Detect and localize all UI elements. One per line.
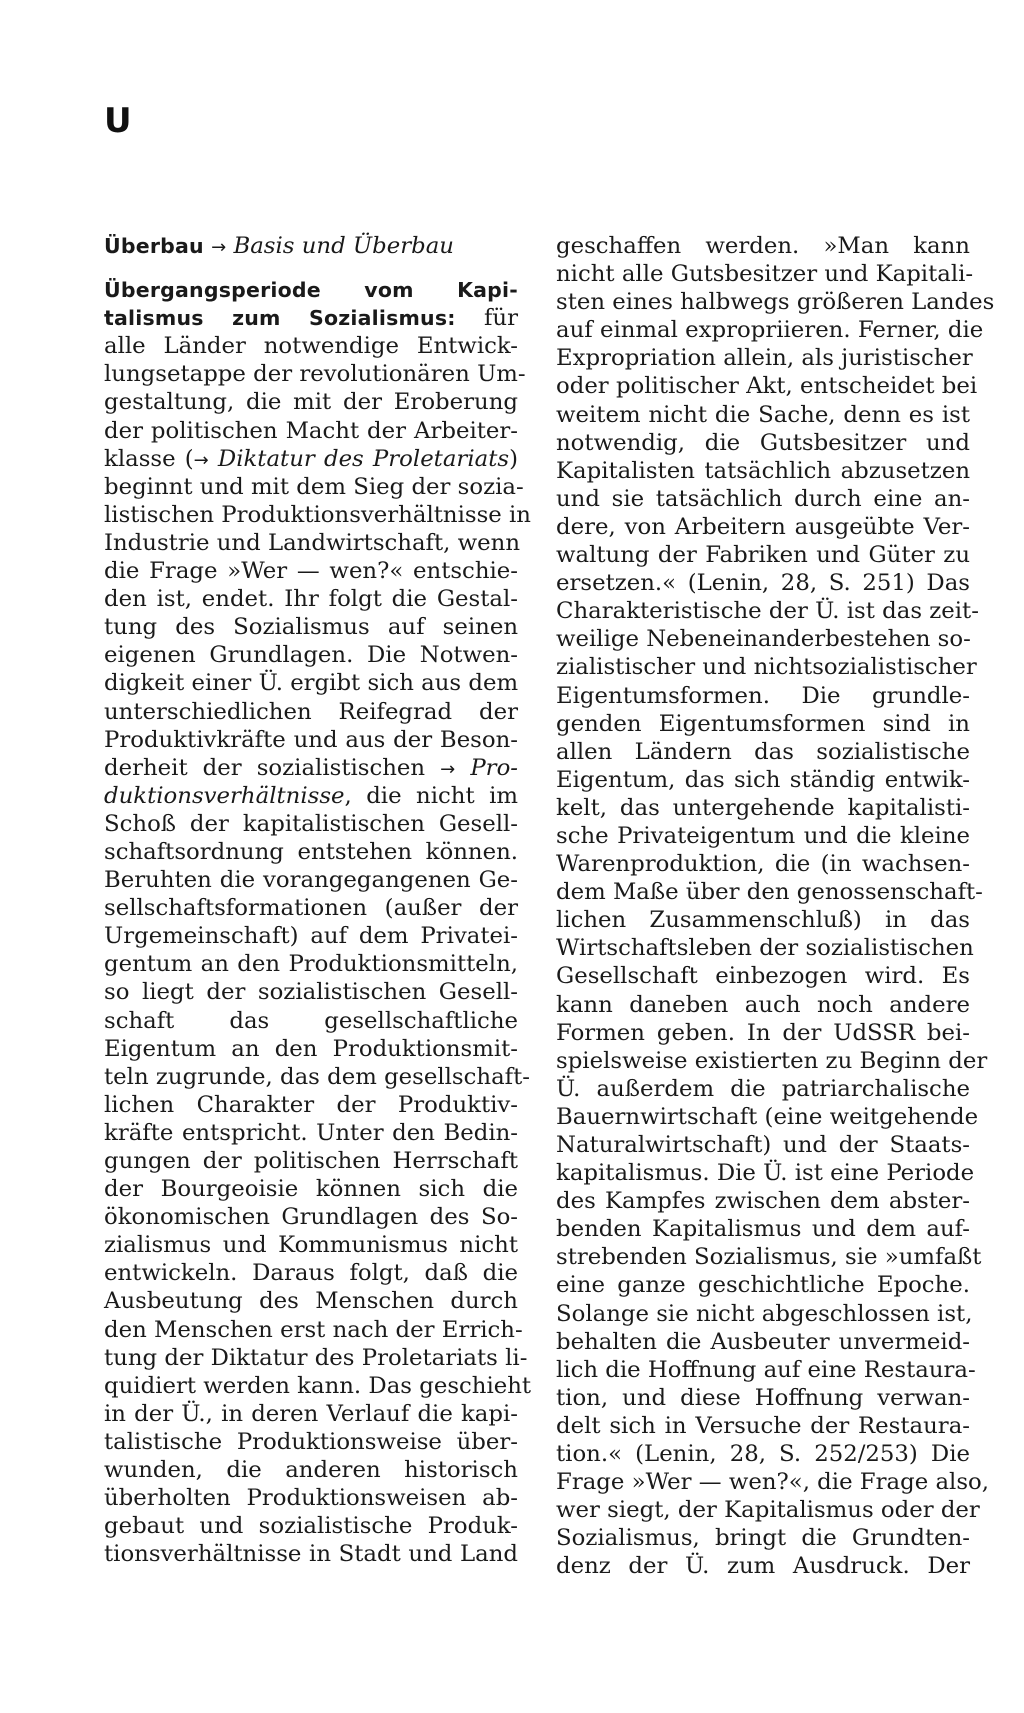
text-line: sten eines halbwegs größeren Landes (556, 289, 995, 316)
headword-ueberbau: Überbau (104, 234, 204, 258)
text-line: zialismus und Kommunismus nicht (104, 1232, 518, 1259)
text-line: auf einmal expropriieren. Ferner, die (556, 317, 984, 344)
cross-reference-arrow-icon: → (440, 758, 456, 780)
text-line: wer siegt, der Kapitalismus oder der (556, 1497, 980, 1524)
text-line: schaftsordnung entstehen können. (104, 838, 518, 865)
text-line: beginnt und mit dem Sieg der sozia- (104, 473, 524, 500)
headword-uebergangsperiode-cont: talismus zum Sozialismus: (104, 306, 456, 331)
text-line: den Menschen erst nach der Errich- (104, 1316, 523, 1343)
text-line: ersetzen.« (Lenin, 28, S. 251) Das (556, 570, 970, 597)
text-line: lichen Zusammenschluß) in das (556, 907, 970, 934)
text-line (104, 276, 518, 304)
text-line: unterschiedlichen Reifegrad der (104, 698, 518, 725)
text-line: gestaltung, die mit der Eroberung (104, 389, 518, 416)
text-line: Industrie und Landwirtschaft, wenn (104, 529, 521, 556)
text-line: delt sich in Versuche der Restaura- (556, 1412, 970, 1439)
text-line: Charakteristische der Ü. ist das zeit- (556, 598, 979, 625)
left-column (104, 232, 532, 1568)
body-text: für (455, 305, 518, 332)
text-line: Urgemeinschaft) auf dem Privatei- (104, 923, 518, 950)
text-line: Frage »Wer — wen?«, die Frage also, (556, 1469, 989, 1496)
text-line: listischen Produktionsverhältnisse in (104, 501, 531, 528)
text-line: Eigentumsformen. Die grundle- (556, 682, 970, 709)
section-letter: U (104, 101, 132, 141)
text-line: tion, und diese Hoffnung verwan- (556, 1384, 970, 1411)
text-line: tion.« (Lenin, 28, S. 252/253) Die (556, 1441, 970, 1468)
text-line: Wirtschaftsleben der sozialistischen (556, 935, 974, 962)
text-line: Gesellschaft einbezogen wird. Es (556, 963, 970, 990)
text-line: waltung der Fabriken und Güter zu (556, 542, 970, 569)
text-line: gungen der politischen Herrschaft (104, 1148, 518, 1174)
text-line: notwendig, die Gutsbesitzer und (556, 429, 970, 456)
text-line: Sozialismus, bringt die Grundten- (556, 1525, 970, 1552)
text-line: Schoß der kapitalistischen Gesell- (104, 810, 518, 837)
text-line: schaft das gesellschaftliche (104, 1007, 518, 1034)
text-line (104, 445, 518, 473)
text-line: Kapitalisten tatsächlich abzusetzen (556, 457, 970, 484)
text-line: dem Maße über den genossenschaft- (556, 879, 983, 906)
text-line: die Frage »Wer — wen?« entschie- (104, 558, 518, 585)
text-line: alle Länder notwendige Entwick- (104, 333, 518, 360)
text-line: oder politischer Akt, entscheidet bei (556, 373, 978, 400)
text-line: wunden, die anderen historisch (104, 1457, 518, 1484)
text-line: gebaut und sozialistische Produk- (104, 1513, 518, 1540)
text-line: den ist, endet. Ihr folgt die Gestal- (104, 586, 518, 613)
text-line: behalten die Ausbeuter unvermeid- (556, 1328, 970, 1355)
text-line: strebenden Sozialismus, sie »umfaßt (556, 1244, 982, 1271)
text-line (104, 754, 518, 782)
text-line: zialistischer und nichtsozialistischer (556, 654, 977, 681)
text-line: weitem nicht die Sache, denn es ist (556, 401, 970, 428)
text-line: sellschaftsformationen (außer der (104, 895, 518, 922)
text-line: weilige Nebeneinanderbestehen so- (556, 626, 971, 653)
text-line: der Bourgeoisie können sich die (104, 1176, 518, 1203)
text-line: Eigentum an den Produktionsmit- (104, 1035, 518, 1062)
text-line: dere, von Arbeitern ausgeübte Ver- (556, 513, 970, 540)
text-line: tung der Diktatur des Proletariats li- (104, 1344, 528, 1371)
cross-reference-arrow-icon: → (193, 449, 209, 471)
text-line: Warenproduktion, die (in wachsen- (556, 851, 970, 878)
body-text: , die nicht im (344, 782, 518, 809)
entry-uebergangsperiode (104, 276, 532, 1568)
text-line: Produktivkräfte und aus der Beson- (104, 726, 518, 753)
text-line: Expropriation allein, als juristischer (556, 345, 973, 372)
cross-reference-diktatur[interactable]: Diktatur des Proletariats (208, 445, 510, 472)
text-line (104, 782, 518, 810)
text-line: tionsverhältnisse in Stadt und Land (104, 1541, 518, 1568)
body-text: ) (509, 445, 518, 472)
text-line: lichen Charakter der Produktiv- (104, 1091, 518, 1118)
text-line: sche Privateigentum und die kleine (556, 822, 970, 849)
text-line: und sie tatsächlich durch eine an- (556, 485, 970, 512)
text-line: kelt, das untergehende kapitalisti- (556, 794, 970, 821)
headword-uebergangsperiode: Übergangsperiode vom Kapi- (104, 278, 518, 303)
body-text: derheit der sozialistischen (104, 754, 441, 781)
text-line: benden Kapitalismus und dem auf- (556, 1216, 970, 1243)
right-column (556, 232, 995, 1581)
text-line: talistische Produktionsweise über- (104, 1428, 518, 1455)
text-line: teln zugrunde, das dem gesellschaft- (104, 1063, 530, 1090)
text-line: in der Ü., in deren Verlauf die kapi- (104, 1400, 518, 1427)
text-line: allen Ländern das sozialistische (556, 738, 970, 765)
cross-reference-arrow-icon: → (211, 237, 227, 258)
text-line: lich die Hoffnung auf eine Restaura- (556, 1356, 976, 1383)
text-line: eine ganze geschichtliche Epoche. (556, 1272, 970, 1299)
text-line: spielsweise existierten zu Beginn der (556, 1047, 988, 1074)
text-line: kann daneben auch noch andere (556, 991, 970, 1018)
cross-reference-basis[interactable]: Basis und Überbau (233, 233, 454, 259)
text-line: ökonomischen Grundlagen des So- (104, 1204, 518, 1231)
text-line: quidiert werden kann. Das geschieht (104, 1372, 532, 1399)
text-line: entwickeln. Daraus folgt, daß die (104, 1260, 518, 1287)
text-line: so liegt der sozialistischen Gesell- (104, 979, 518, 1006)
text-line: nicht alle Gutsbesitzer und Kapitali- (556, 261, 974, 288)
text-line: tung des Sozialismus auf seinen (104, 614, 518, 641)
cross-reference-produktionsverhaeltnisse-cont[interactable]: duktionsverhältnisse (104, 782, 345, 809)
text-line: kräfte entspricht. Unter den Bedin- (104, 1119, 518, 1146)
text-line: Naturalwirtschaft) und der Staats- (556, 1132, 970, 1158)
text-line: Ü. außerdem die patriarchalische (556, 1075, 970, 1102)
text-line: genden Eigentumsformen sind in (556, 710, 970, 737)
entry-ueberbau (104, 232, 518, 260)
text-line: denz der Ü. zum Ausdruck. Der (556, 1553, 970, 1580)
text-line: geschaffen werden. »Man kann (556, 233, 970, 259)
text-line: kapitalismus. Die Ü. ist eine Periode (556, 1160, 975, 1187)
text-line: der politischen Macht der Arbeiter- (104, 417, 518, 444)
text-line: lungsetappe der revolutionären Um- (104, 361, 526, 388)
text-line: Solange sie nicht abgeschlossen ist, (556, 1300, 973, 1327)
text-line: Eigentum, das sich ständig entwik- (556, 766, 970, 793)
text-line: Formen geben. In der UdSSR bei- (556, 1019, 970, 1046)
text-line: des Kampfes zwischen dem abster- (556, 1188, 970, 1215)
text-line (104, 304, 518, 332)
cross-reference-produktionsverhaeltnisse[interactable]: Pro- (455, 754, 518, 781)
text-line: überholten Produktionsweisen ab- (104, 1485, 518, 1512)
text-line: Ausbeutung des Menschen durch (104, 1288, 518, 1315)
text-line: digkeit einer Ü. ergibt sich aus dem (104, 670, 519, 697)
body-text: klasse ( (104, 445, 194, 472)
text-line: Beruhten die vorangegangenen Ge- (104, 867, 518, 894)
text-line: eigenen Grundlagen. Die Notwen- (104, 642, 518, 669)
text-line: gentum an den Produktionsmitteln, (104, 951, 518, 978)
text-line: Bauernwirtschaft (eine weitgehende (556, 1103, 979, 1130)
